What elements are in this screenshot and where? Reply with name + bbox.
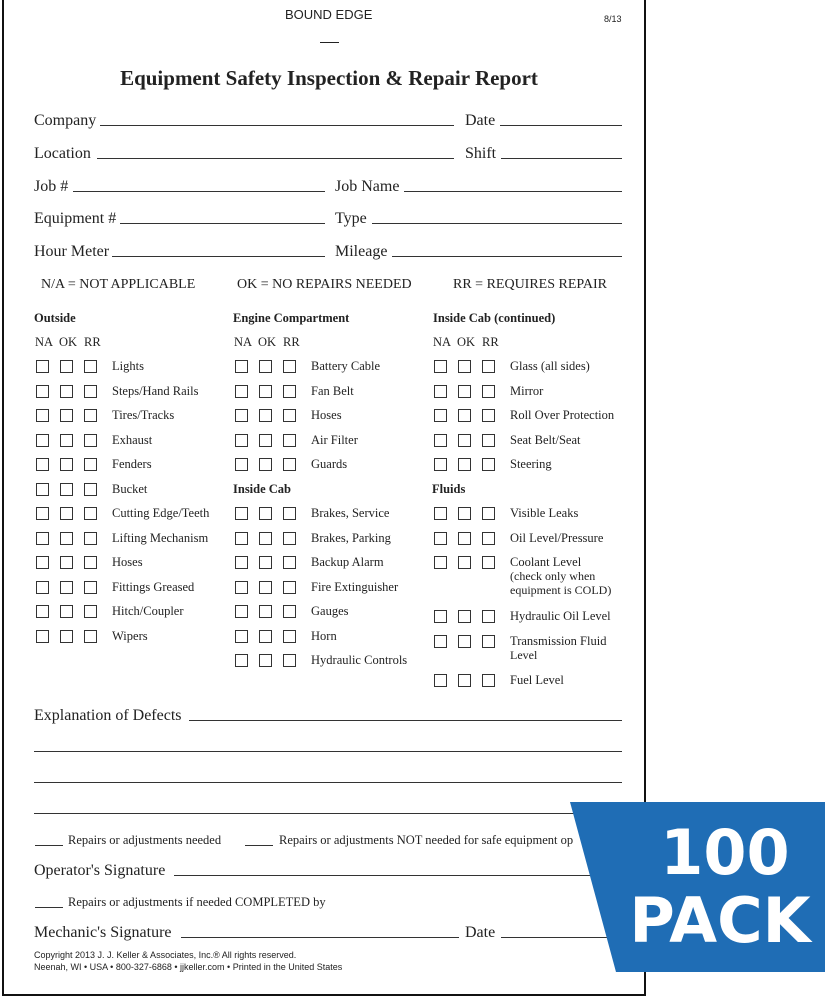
rr-checkbox[interactable] [84,556,97,569]
na-checkbox[interactable] [235,507,248,520]
ok-checkbox[interactable] [60,409,73,422]
rr-checkbox[interactable] [283,385,296,398]
rr-checkbox[interactable] [482,532,495,545]
na-checkbox[interactable] [434,556,447,569]
legend-ok: OK = NO REPAIRS NEEDED [237,277,412,292]
engine-compartment-heading: Engine Compartment [233,311,350,325]
job-number-label: Job # [34,178,69,195]
ok-checkbox[interactable] [259,360,272,373]
rr-header: RR [84,335,101,349]
ok-header: OK [59,335,78,349]
repairs-not-needed-label: Repairs or adjustments NOT needed for safe equipment op [279,833,574,847]
ok-checkbox[interactable] [259,409,272,422]
checklist-item-label: Oil Level/Pressure [510,530,604,545]
checklist-item-label: Bucket [112,481,148,496]
rr-checkbox[interactable] [84,385,97,398]
mechanic-date-label: Date [465,924,496,941]
mechanic-signature-label: Mechanic's Signature [34,924,172,941]
mileage-label: Mileage [335,243,388,260]
ok-checkbox[interactable] [458,532,471,545]
badge-line-1: 100 [660,816,790,889]
equipment-number-label: Equipment # [34,210,117,227]
mileage-field-line[interactable] [392,256,622,257]
na-checkbox[interactable] [36,630,49,643]
repairs-completed-blank[interactable] [35,907,63,908]
checklist-item-label: Hoses [112,555,143,569]
hour-meter-field-line[interactable] [112,256,325,257]
na-checkbox[interactable] [434,610,447,623]
rr-checkbox[interactable] [84,458,97,471]
explanation-line[interactable] [34,782,622,783]
na-checkbox[interactable] [434,385,447,398]
ok-checkbox[interactable] [259,507,272,520]
ok-checkbox[interactable] [458,610,471,623]
repairs-needed-label: Repairs or adjustments needed [68,833,222,847]
ok-header: OK [258,335,277,349]
ok-checkbox[interactable] [60,630,73,643]
ok-checkbox[interactable] [458,635,471,648]
checklist-item-label: Glass (all sides) [510,359,590,373]
na-checkbox[interactable] [434,674,447,687]
na-checkbox[interactable] [36,360,49,373]
form-title: Equipment Safety Inspection & Repair Report [120,66,538,90]
checklist-item-label: Lights [112,359,144,373]
repairs-completed-label: Repairs or adjustments if needed COMPLETED by [68,895,326,909]
na-checkbox[interactable] [235,360,248,373]
inside-cab-continued-heading: Inside Cab (continued) [433,311,556,325]
job-name-label: Job Name [335,178,400,195]
na-checkbox[interactable] [235,458,248,471]
rr-checkbox[interactable] [482,635,495,648]
checklist-item-label: Hoses [311,408,342,422]
checklist-item-label: Fuel Level [510,673,564,687]
job-number-field-line[interactable] [73,191,325,192]
ok-checkbox[interactable] [259,385,272,398]
checklist-item-label: Steering [510,457,552,471]
na-header: NA [234,335,253,349]
ok-checkbox[interactable] [60,581,73,594]
explanation-line[interactable] [189,720,622,721]
ok-checkbox[interactable] [60,483,73,496]
na-checkbox[interactable] [434,434,447,447]
ok-checkbox[interactable] [259,630,272,643]
rr-checkbox[interactable] [283,630,296,643]
checklist-item-label: Fittings Greased [112,579,195,594]
ok-checkbox[interactable] [259,581,272,594]
rr-header: RR [283,335,300,349]
rr-checkbox[interactable] [283,409,296,422]
legend-na: N/A = NOT APPLICABLE [41,277,196,292]
ok-checkbox[interactable] [60,532,73,545]
ok-header: OK [457,335,476,349]
equipment-number-field-line[interactable] [120,223,325,224]
na-checkbox[interactable] [235,532,248,545]
checklist-item-label: Horn [311,628,337,643]
hour-meter-label: Hour Meter [34,243,110,260]
ok-checkbox[interactable] [60,360,73,373]
rr-checkbox[interactable] [84,605,97,618]
explanation-line[interactable] [34,813,622,814]
repairs-needed-blank[interactable] [35,845,63,846]
na-checkbox[interactable] [434,507,447,520]
inspection-form-sheet [2,0,646,996]
rr-checkbox[interactable] [482,556,495,569]
rr-checkbox[interactable] [283,605,296,618]
rr-checkbox[interactable] [283,434,296,447]
rr-checkbox[interactable] [84,581,97,594]
ok-checkbox[interactable] [458,556,471,569]
checklist-item-label: Tires/Tracks [112,408,175,422]
ok-checkbox[interactable] [60,458,73,471]
rr-checkbox[interactable] [84,409,97,422]
operator-signature-label: Operator's Signature [34,862,166,879]
checklist-item-label: Wipers [112,628,148,643]
na-checkbox[interactable] [434,409,447,422]
explanation-line[interactable] [34,751,622,752]
checklist-item-label: Coolant Level [510,555,582,569]
checklist-item-label: Guards [311,457,348,471]
na-checkbox[interactable] [36,483,49,496]
checklist-item-label: Brakes, Parking [311,530,391,545]
rr-checkbox[interactable] [84,434,97,447]
checklist-item-label: Battery Cable [311,359,381,373]
repairs-not-needed-blank[interactable] [245,845,273,846]
checklist-item-label: Seat Belt/Seat [510,432,581,447]
ok-checkbox[interactable] [60,385,73,398]
rr-checkbox[interactable] [283,532,296,545]
rr-checkbox[interactable] [482,385,495,398]
checklist-item-label: Hydraulic Controls [311,653,408,667]
ok-checkbox[interactable] [259,654,272,667]
na-checkbox[interactable] [235,409,248,422]
na-checkbox[interactable] [235,630,248,643]
rr-checkbox[interactable] [84,360,97,373]
type-label: Type [335,210,367,227]
rr-checkbox[interactable] [283,581,296,594]
na-checkbox[interactable] [434,458,447,471]
ok-checkbox[interactable] [458,458,471,471]
ok-checkbox[interactable] [259,556,272,569]
ok-checkbox[interactable] [458,434,471,447]
rr-checkbox[interactable] [84,507,97,520]
legend-rr: RR = REQUIRES REPAIR [453,277,608,292]
ok-checkbox[interactable] [458,409,471,422]
hundred-pack-badge [570,802,825,972]
shift-label: Shift [465,145,497,162]
ok-checkbox[interactable] [60,605,73,618]
na-checkbox[interactable] [235,556,248,569]
ok-checkbox[interactable] [458,385,471,398]
na-checkbox[interactable] [235,385,248,398]
bound-edge-mark [320,42,339,43]
rr-checkbox[interactable] [84,532,97,545]
na-checkbox[interactable] [36,458,49,471]
company-field-line[interactable] [100,125,454,126]
na-checkbox[interactable] [36,532,49,545]
na-checkbox[interactable] [36,507,49,520]
checklist-item-label: Gauges [311,604,349,618]
ok-checkbox[interactable] [259,532,272,545]
rr-checkbox[interactable] [482,507,495,520]
rr-checkbox[interactable] [283,556,296,569]
checklist-item-label: Lifting Mechanism [112,530,209,545]
rr-checkbox[interactable] [482,458,495,471]
outside-heading: Outside [34,311,76,325]
date-field-line[interactable] [500,125,622,126]
mechanic-signature-line[interactable] [181,937,459,938]
coolant-note: equipment is COLD) [510,583,612,597]
ok-checkbox[interactable] [458,674,471,687]
ok-checkbox[interactable] [60,556,73,569]
badge-line-2: PACK [629,884,811,957]
na-checkbox[interactable] [434,360,447,373]
coolant-note: (check only when [510,569,596,583]
checklist-item-label: Transmission Fluid [510,634,607,648]
na-checkbox[interactable] [36,385,49,398]
rr-checkbox[interactable] [482,610,495,623]
na-checkbox[interactable] [434,532,447,545]
rr-checkbox[interactable] [482,434,495,447]
rr-checkbox[interactable] [283,507,296,520]
na-checkbox[interactable] [235,654,248,667]
rr-checkbox[interactable] [482,674,495,687]
ok-checkbox[interactable] [458,360,471,373]
checklist-item-label: Cutting Edge/Teeth [112,506,210,520]
na-checkbox[interactable] [36,409,49,422]
date-label: Date [465,112,496,129]
na-header: NA [35,335,54,349]
rr-checkbox[interactable] [283,360,296,373]
rr-checkbox[interactable] [283,654,296,667]
checklist-item-label: Air Filter [311,432,358,447]
checklist-item-label: Hitch/Coupler [112,604,184,618]
checklist-item-label: Roll Over Protection [510,408,615,422]
rr-header: RR [482,335,499,349]
fluids-heading: Fluids [432,481,466,496]
checklist-item-label: Visible Leaks [510,506,579,520]
checklist-item-label: Fire Extinguisher [311,579,399,594]
copyright-line-1: Copyright 2013 J. J. Keller & Associates, Inc.® All rights reserved. [34,950,297,960]
na-checkbox[interactable] [235,434,248,447]
location-label: Location [34,145,91,162]
na-checkbox[interactable] [36,605,49,618]
checklist-item-label: Exhaust [112,432,153,447]
transmission-fluid-label-continued: Level [510,648,538,662]
inside-cab-heading: Inside Cab [233,481,292,496]
rr-checkbox[interactable] [482,409,495,422]
na-checkbox[interactable] [36,556,49,569]
ok-checkbox[interactable] [259,458,272,471]
checklist-item-label: Hydraulic Oil Level [510,609,611,623]
explanation-label: Explanation of Defects [34,707,182,724]
copyright-line-2: Neenah, WI • USA • 800-327-6868 • jjkeller.com • Printed in the United States [34,962,343,972]
na-checkbox[interactable] [36,434,49,447]
na-header: NA [433,335,452,349]
checklist-item-label: Steps/Hand Rails [112,383,199,398]
ok-checkbox[interactable] [458,507,471,520]
ok-checkbox[interactable] [60,507,73,520]
na-checkbox[interactable] [235,581,248,594]
shift-field-line[interactable] [501,158,622,159]
ok-checkbox[interactable] [60,434,73,447]
rr-checkbox[interactable] [283,458,296,471]
ok-checkbox[interactable] [259,605,272,618]
checklist-item-label: Fenders [112,457,152,471]
operator-signature-line[interactable] [174,875,622,876]
type-field-line[interactable] [372,223,622,224]
location-field-line[interactable] [97,158,454,159]
bound-edge-label: BOUND EDGE [285,7,373,22]
na-checkbox[interactable] [434,635,447,648]
ok-checkbox[interactable] [259,434,272,447]
rr-checkbox[interactable] [84,630,97,643]
rr-checkbox[interactable] [84,483,97,496]
company-label: Company [34,112,97,129]
rr-checkbox[interactable] [482,360,495,373]
job-name-field-line[interactable] [404,191,622,192]
checklist-item-label: Fan Belt [311,383,354,398]
na-checkbox[interactable] [235,605,248,618]
revision-code: 8/13 [604,14,622,24]
checklist-item-label: Brakes, Service [311,506,390,520]
na-checkbox[interactable] [36,581,49,594]
checklist-item-label: Mirror [510,383,544,398]
checklist-item-label: Backup Alarm [311,555,384,569]
